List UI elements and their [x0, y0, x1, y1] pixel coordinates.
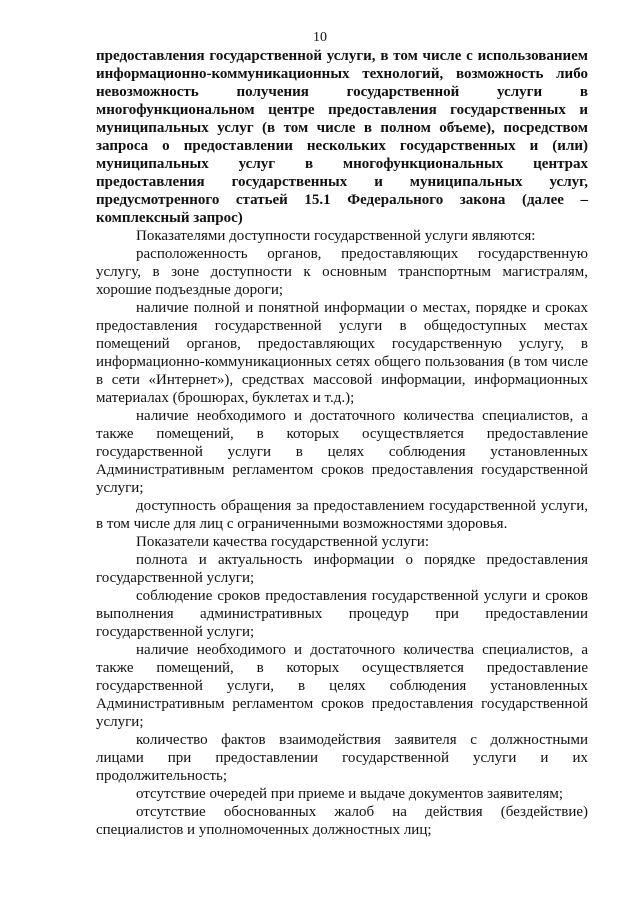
page-number: 10	[313, 30, 327, 45]
document-body	[96, 47, 588, 839]
paragraph-staff-quality: наличие необходимого и достаточного количества специалистов, а также помещений, в которых осуществляется предоставление государственной услуги, в целях соблюдения установленных Административным регламентом сроков предоставления государственной услуги;	[96, 642, 588, 730]
paragraph-staff: наличие необходимого и достаточного количества специалистов, а также помещений, в которых осуществляется предоставление государственной услуги в целях соблюдения установленных Административным регламентом сроков предоставления государственной услуги;	[96, 408, 588, 496]
paragraph-interactions: количество фактов взаимодействия заявителя с должностными лицами при предоставлении государственной услуги и их продолжительность;	[96, 732, 588, 784]
paragraph-no-queues: отсутствие очередей при приеме и выдаче документов заявителям;	[136, 786, 564, 802]
paragraph-accessibility-heading: Показателями доступности государственной услуги являются:	[136, 228, 536, 244]
bold-paragraph-continuation: предоставления государственной услуги, в том числе с использованием информационно-коммуникационных технологий, возможность либо невозможность получения государственной услуги в многофункциональном центре предоставления государственных и муниципальных услуг (в том числе в полном объеме), посредством запроса о предоставлении нескольких государственных и (или) муниципальных услуг в многофункциональных центрах предоставления государственных и муниципальных услуг, предусмотренного статьей 15.1 Федерального закона (далее – комплексный запрос)	[96, 48, 588, 226]
paragraph-location: расположенность органов, предоставляющих государственную услугу, в зоне доступности к основным транспортным магистралям, хорошие подъездные дороги;	[96, 246, 588, 298]
paragraph-no-complaints: отсутствие обоснованных жалоб на действия (бездействие) специалистов и уполномоченных должностных лиц;	[96, 804, 588, 838]
paragraph-quality-heading: Показатели качества государственной услуги:	[136, 534, 430, 550]
paragraph-deadlines: соблюдение сроков предоставления государственной услуги и сроков выполнения административных процедур при предоставлении государственной услуги;	[96, 588, 588, 640]
paragraph-access-disabled: доступность обращения за предоставлением государственной услуги, в том числе для лиц с ограниченными возможностями здоровья.	[96, 498, 588, 532]
paragraph-completeness: полнота и актуальность информации о порядке предоставления государственной услуги;	[96, 552, 588, 586]
paragraph-information: наличие полной и понятной информации о местах, порядке и сроках предоставления государственной услуги в общедоступных местах помещений органов, предоставляющих государственную услугу, в информационно-коммуникационных сетях общего пользования (в том числе в сети «Интернет»), средствах массовой информации, информационных материалах (брошюрах, буклетах и т.д.);	[96, 300, 588, 406]
